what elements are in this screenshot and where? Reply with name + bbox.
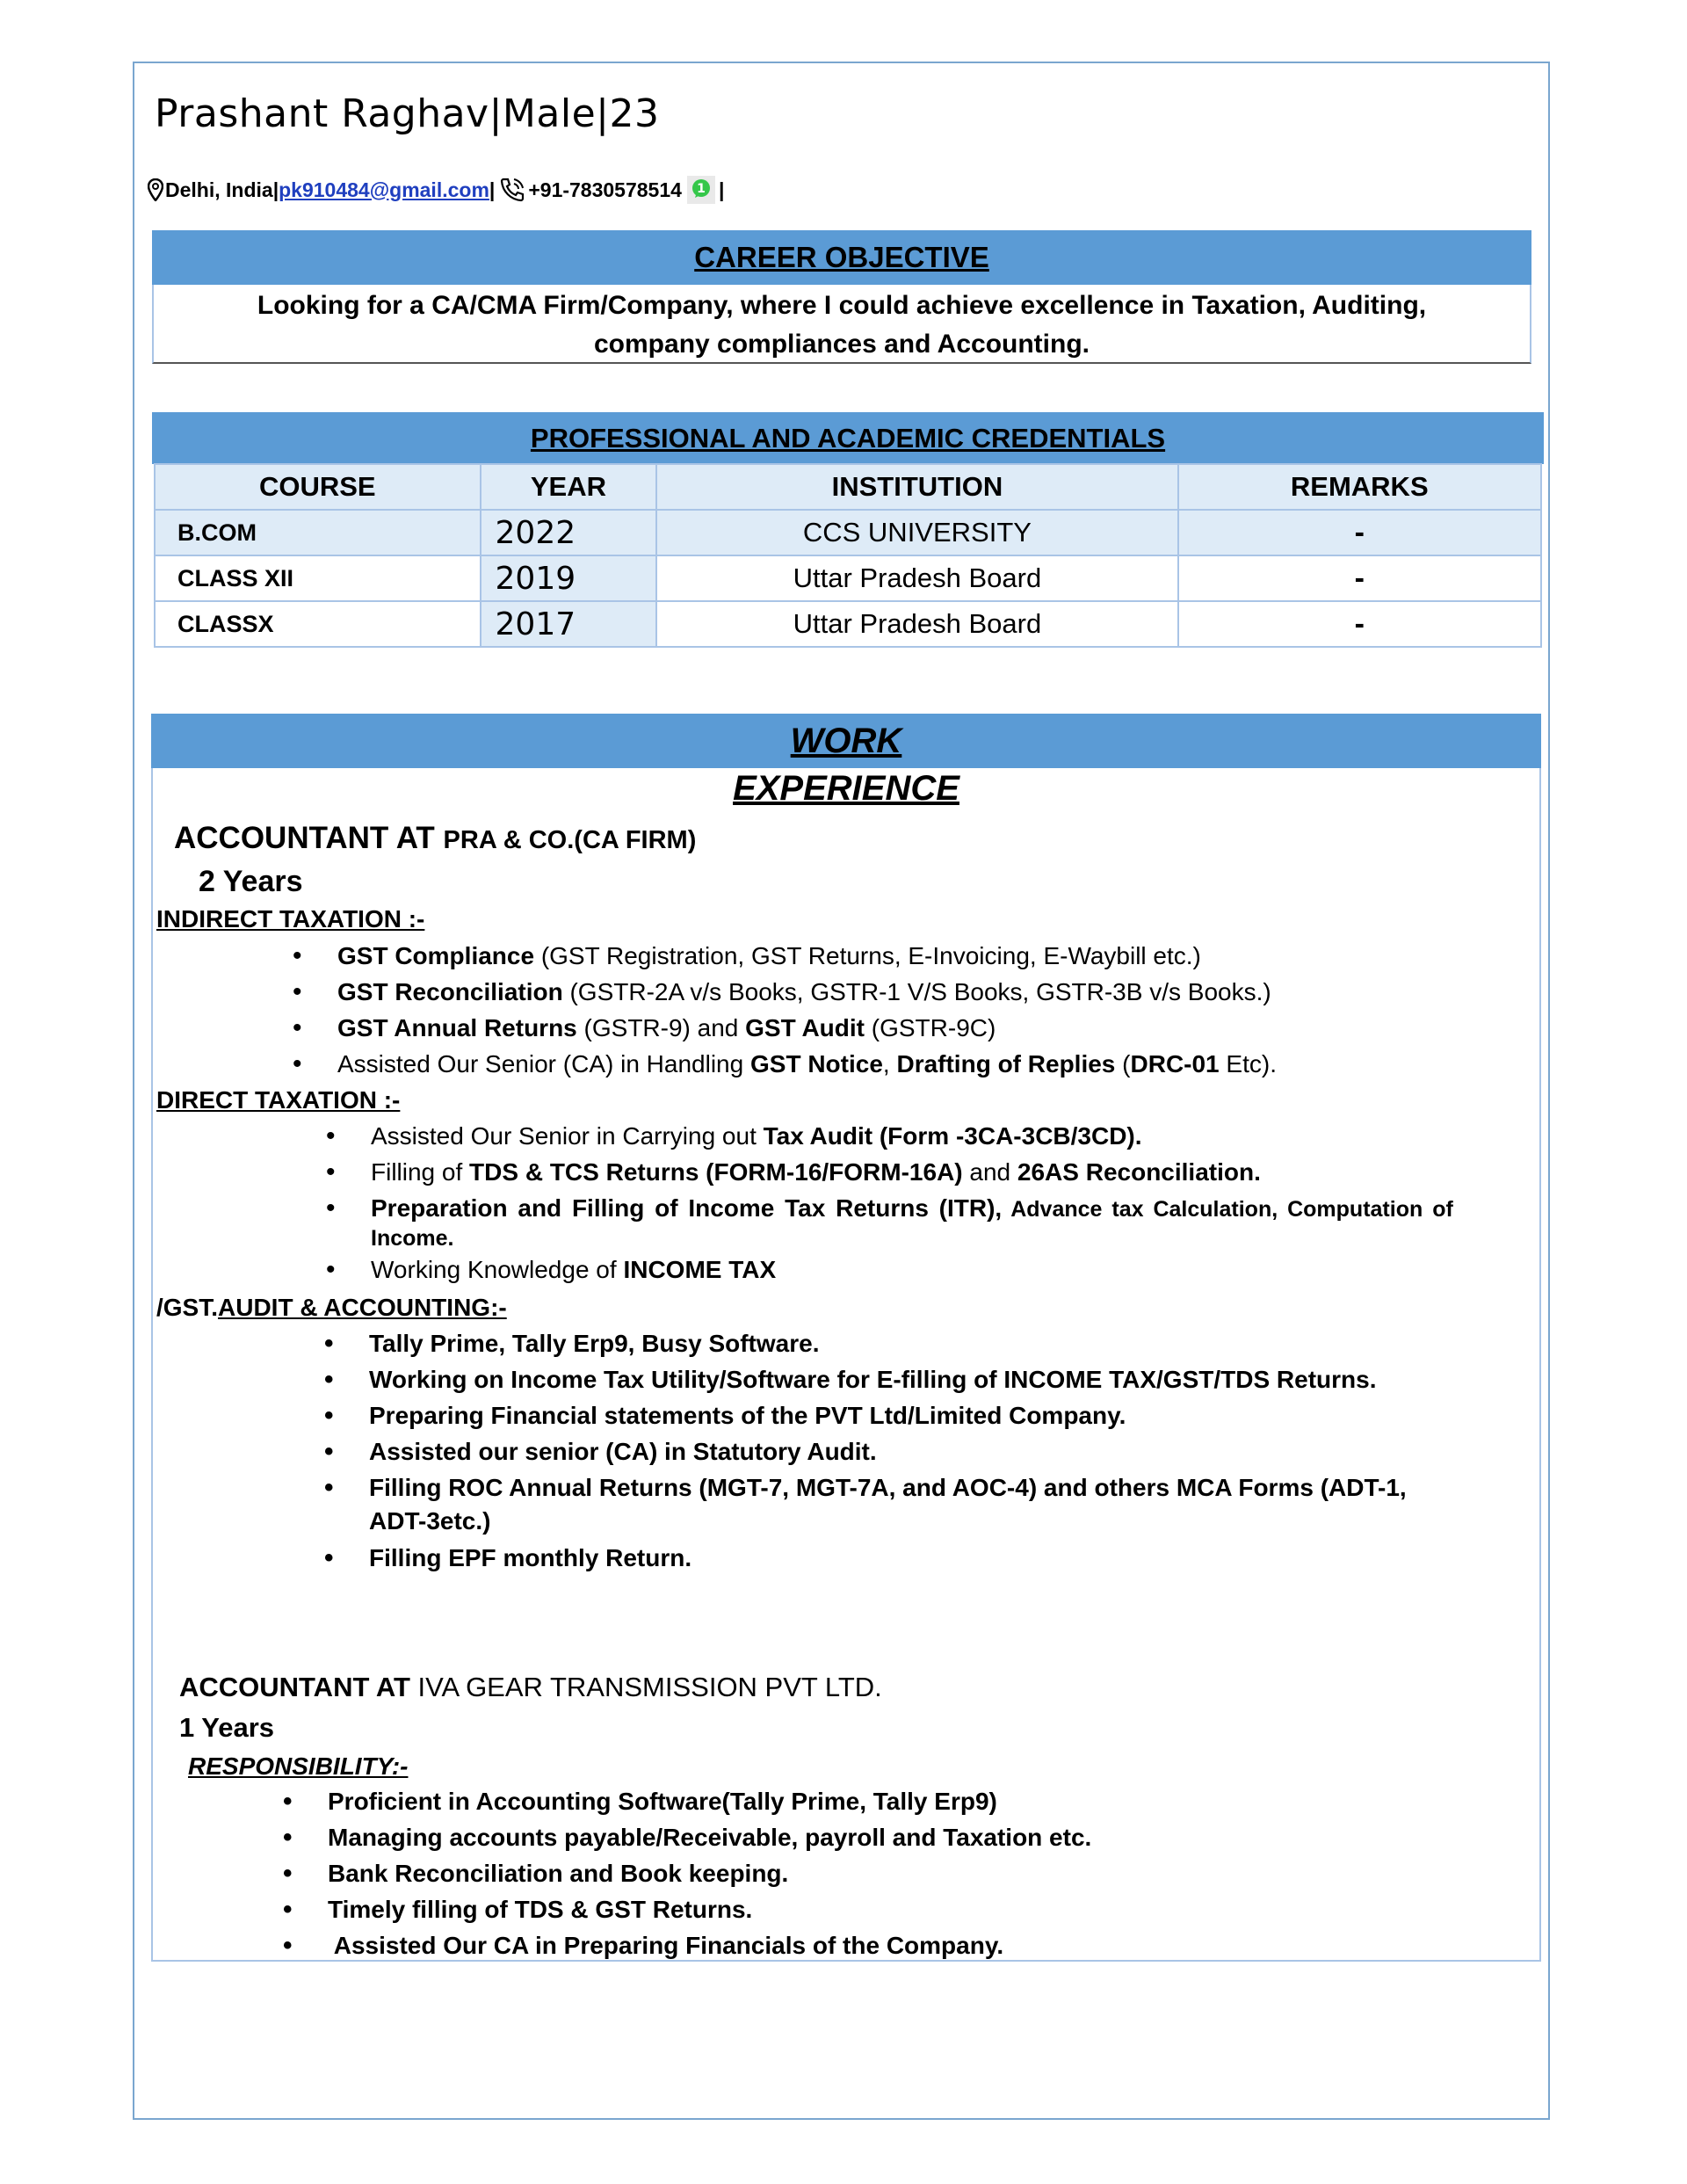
- list-item: • Filling ROC Annual Returns (MGT-7, MGT-7A, and AOC-4) and others MCA Forms (ADT-1, ADT-3etc.): [369, 1469, 1407, 1538]
- phone-number: +91-7830578514: [528, 178, 682, 201]
- column-header-remarks: REMARKS: [1178, 464, 1541, 510]
- separator: |: [489, 178, 496, 201]
- list-item: • Filling EPF monthly Return.: [369, 1540, 1407, 1576]
- list-item: • Timely filling of TDS & GST Returns.: [328, 1891, 1091, 1927]
- column-header-course: COURSE: [155, 464, 481, 510]
- course-cell: CLASS XII: [155, 555, 481, 601]
- list-item: • Bank Reconciliation and Book keeping.: [328, 1855, 1091, 1891]
- course-cell: CLASSX: [155, 601, 481, 647]
- course-cell: B.COM: [155, 510, 481, 555]
- table-header-row: [155, 464, 1541, 510]
- list-item: • Preparing Financial statements of the PVT Ltd/Limited Company.: [369, 1397, 1407, 1433]
- career-objective-text: [156, 287, 1527, 364]
- institution-cell: CCS UNIVERSITY: [656, 510, 1177, 555]
- email-link[interactable]: pk910484@gmail.com: [279, 178, 489, 201]
- audit-heading-label: AUDIT & ACCOUNTING:-: [218, 1294, 507, 1321]
- audit-accounting-list: [369, 1325, 1407, 1576]
- list-item: • Filling of TDS & TCS Returns (FORM-16/FORM-16A) and 26AS Reconciliation.: [371, 1154, 1421, 1190]
- career-objective-heading: CAREER OBJECTIVE: [152, 230, 1531, 285]
- list-item: • GST Compliance (GST Registration, GST Returns, E-Invoicing, E-Waybill etc.): [337, 938, 1277, 974]
- list-item: • GST Annual Returns (GSTR-9) and GST Audit (GSTR-9C): [337, 1010, 1277, 1046]
- list-item: • Assisted Our Senior in Carrying out Tax Audit (Form -3CA-3CB/3CD).: [371, 1118, 1421, 1154]
- audit-heading-prefix: /GST.: [156, 1294, 219, 1321]
- job1-company: PRA & CO.(CA FIRM): [443, 826, 697, 854]
- direct-taxation-heading: DIRECT TAXATION :-: [156, 1086, 401, 1114]
- separator: |: [272, 178, 279, 201]
- list-item: • Working Knowledge of INCOME TAX: [371, 1252, 1421, 1288]
- year-cell: 2019: [481, 555, 657, 601]
- candidate-name-line: Prashant Raghav|Male|23: [155, 91, 660, 136]
- indirect-taxation-list: [337, 938, 1277, 1082]
- list-item: • Proficient in Accounting Software(Tally Prime, Tally Erp9): [328, 1783, 1091, 1819]
- direct-taxation-list: [371, 1118, 1453, 1288]
- table-row: [155, 601, 1541, 647]
- remarks-cell: -: [1178, 555, 1541, 601]
- list-item: • Working on Income Tax Utility/Software for E-filling of INCOME TAX/GST/TDS Returns.: [369, 1361, 1407, 1397]
- list-item: • GST Reconciliation (GSTR-2A v/s Books, GSTR-1 V/S Books, GSTR-3B v/s Books.): [337, 974, 1277, 1010]
- year-cell: 2017: [481, 601, 657, 647]
- job1-title: [174, 821, 696, 856]
- career-objective-line1: Looking for a CA/CMA Firm/Company, where I could achieve excellence in Taxation, Auditing,: [257, 291, 1427, 320]
- contact-line: [148, 176, 724, 204]
- separator: |: [718, 178, 725, 201]
- list-item: • Preparation and Filling of Income Tax Returns (ITR), Advance tax Calculation, Computation of Income.: [371, 1190, 1421, 1252]
- job1-duration: 2 Years: [199, 865, 303, 898]
- remarks-cell: -: [1178, 601, 1541, 647]
- job2-duration: 1 Years: [179, 1712, 275, 1743]
- whatsapp-badge-text: 1: [697, 182, 706, 196]
- location-text: Delhi, India: [165, 178, 273, 201]
- responsibility-list: [328, 1783, 1091, 1963]
- credentials-table: [154, 463, 1542, 648]
- credentials-heading: PROFESSIONAL AND ACADEMIC CREDENTIALS: [152, 412, 1544, 464]
- job2-title-prefix: ACCOUNTANT AT: [179, 1672, 418, 1702]
- location-pin-icon: [148, 178, 163, 201]
- indirect-taxation-heading: INDIRECT TAXATION :-: [156, 905, 425, 932]
- column-header-institution: INSTITUTION: [656, 464, 1177, 510]
- work-experience-subheading: EXPERIENCE: [733, 769, 959, 808]
- column-header-year: YEAR: [481, 464, 657, 510]
- list-item: • Assisted Our Senior (CA) in Handling GST Notice, Drafting of Replies (DRC-01 Etc).: [337, 1046, 1277, 1082]
- phone-icon: [498, 176, 526, 204]
- list-item: • Managing accounts payable/Receivable, payroll and Taxation etc.: [328, 1819, 1091, 1855]
- job2-company: IVA GEAR TRANSMISSION PVT LTD.: [417, 1672, 882, 1702]
- list-item: • Assisted our senior (CA) in Statutory Audit.: [369, 1433, 1407, 1469]
- career-objective-line2: company compliances and Accounting.: [594, 330, 1090, 359]
- institution-cell: Uttar Pradesh Board: [656, 601, 1177, 647]
- work-experience-heading: WORK: [151, 714, 1541, 768]
- responsibility-heading: RESPONSIBILITY:-: [188, 1752, 409, 1780]
- year-cell: 2022: [481, 510, 657, 555]
- job2-title: [179, 1672, 882, 1703]
- list-item: • Assisted Our CA in Preparing Financials of the Company.: [328, 1927, 1091, 1963]
- whatsapp-icon: [687, 176, 715, 204]
- table-row: [155, 555, 1541, 601]
- table-row: [155, 510, 1541, 555]
- list-item: • Tally Prime, Tally Erp9, Busy Software.: [369, 1325, 1407, 1361]
- institution-cell: Uttar Pradesh Board: [656, 555, 1177, 601]
- remarks-cell: -: [1178, 510, 1541, 555]
- audit-accounting-heading: [156, 1294, 507, 1322]
- job1-title-prefix: ACCOUNTANT AT: [174, 821, 444, 855]
